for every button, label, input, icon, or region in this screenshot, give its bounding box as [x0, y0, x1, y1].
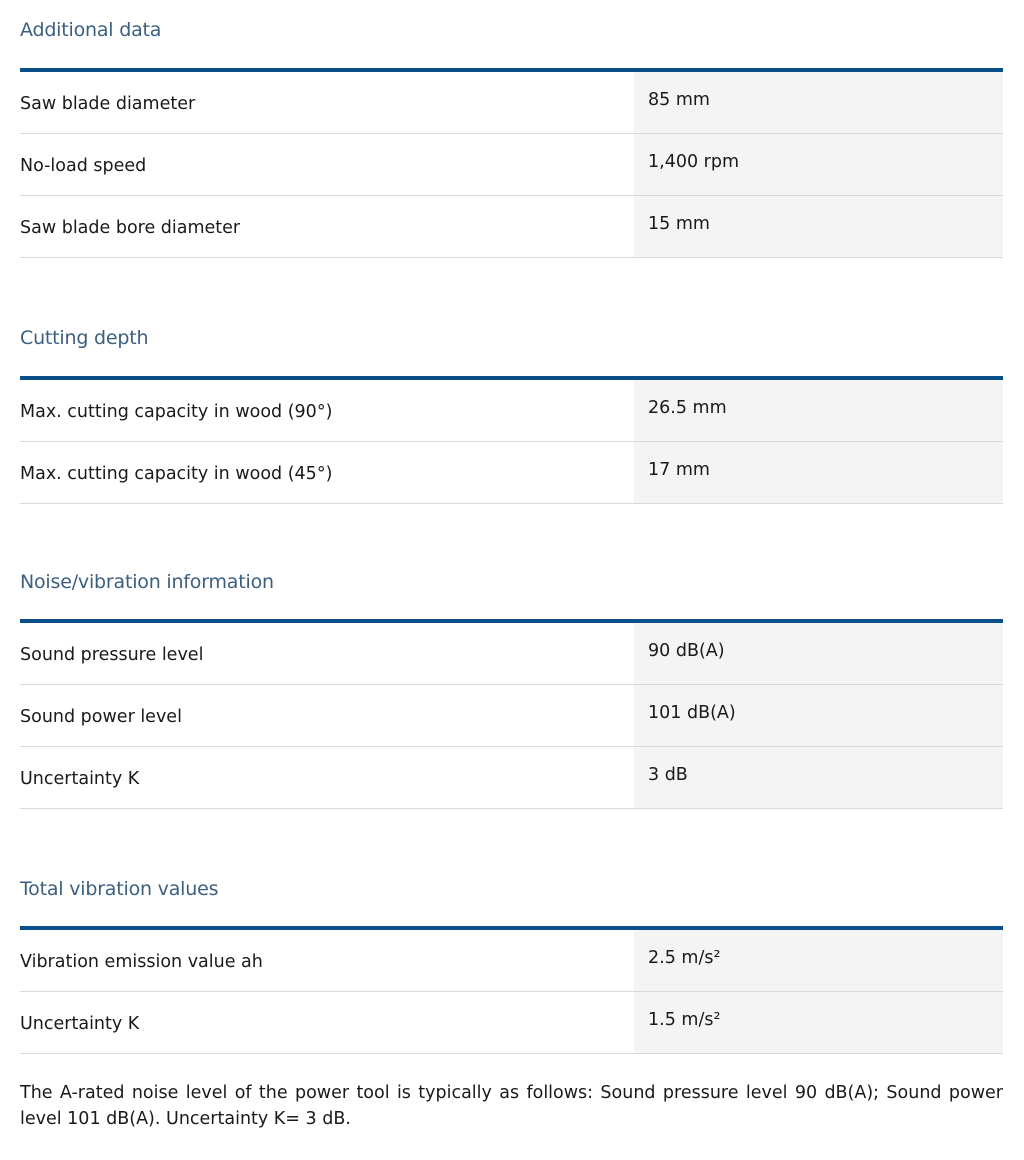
spec-value: 3 dB: [634, 747, 1003, 808]
spec-label: Saw blade diameter: [20, 94, 196, 114]
spec-value: 1,400 rpm: [634, 134, 1003, 195]
noise-footnote: The A-rated noise level of the power tool is typically as follows: Sound pressure level 90 dB(A); Sound power level 101 dB(A). Uncertainty K= 3 dB.: [20, 1083, 1003, 1129]
table-row: [20, 442, 1003, 504]
table-row: [20, 196, 1003, 258]
spec-label: No-load speed: [20, 156, 147, 176]
spec-label: Sound power level: [20, 707, 182, 727]
section-title: Cutting depth: [20, 327, 149, 349]
spec-value: 1.5 m/s²: [634, 992, 1003, 1053]
table-row: [20, 623, 1003, 685]
table-row: [20, 685, 1003, 747]
spec-value: 101 dB(A): [634, 685, 1003, 746]
spec-label: Vibration emission value ah: [20, 952, 263, 972]
table-row: [20, 747, 1003, 809]
section-title: Total vibration values: [20, 878, 219, 900]
spec-table: [20, 926, 1003, 1054]
table-row: [20, 380, 1003, 442]
spec-value: 90 dB(A): [634, 623, 1003, 684]
spec-label: Max. cutting capacity in wood (45°): [20, 464, 333, 484]
table-row: [20, 992, 1003, 1054]
spec-table: [20, 376, 1003, 504]
table-row: [20, 134, 1003, 196]
table-row: [20, 72, 1003, 134]
spec-value: 26.5 mm: [634, 380, 1003, 441]
spec-table: [20, 619, 1003, 809]
spec-label: Uncertainty K: [20, 769, 140, 789]
spec-value: 2.5 m/s²: [634, 930, 1003, 991]
table-row: [20, 930, 1003, 992]
spec-label: Uncertainty K: [20, 1014, 140, 1034]
section-title: Noise/vibration information: [20, 571, 274, 593]
spec-table: [20, 68, 1003, 258]
spec-label: Saw blade bore diameter: [20, 218, 241, 238]
section-title: Additional data: [20, 19, 162, 41]
spec-value: 17 mm: [634, 442, 1003, 503]
spec-label: Max. cutting capacity in wood (90°): [20, 402, 333, 422]
spec-value: 85 mm: [634, 72, 1003, 133]
spec-label: Sound pressure level: [20, 645, 204, 665]
spec-value: 15 mm: [634, 196, 1003, 257]
